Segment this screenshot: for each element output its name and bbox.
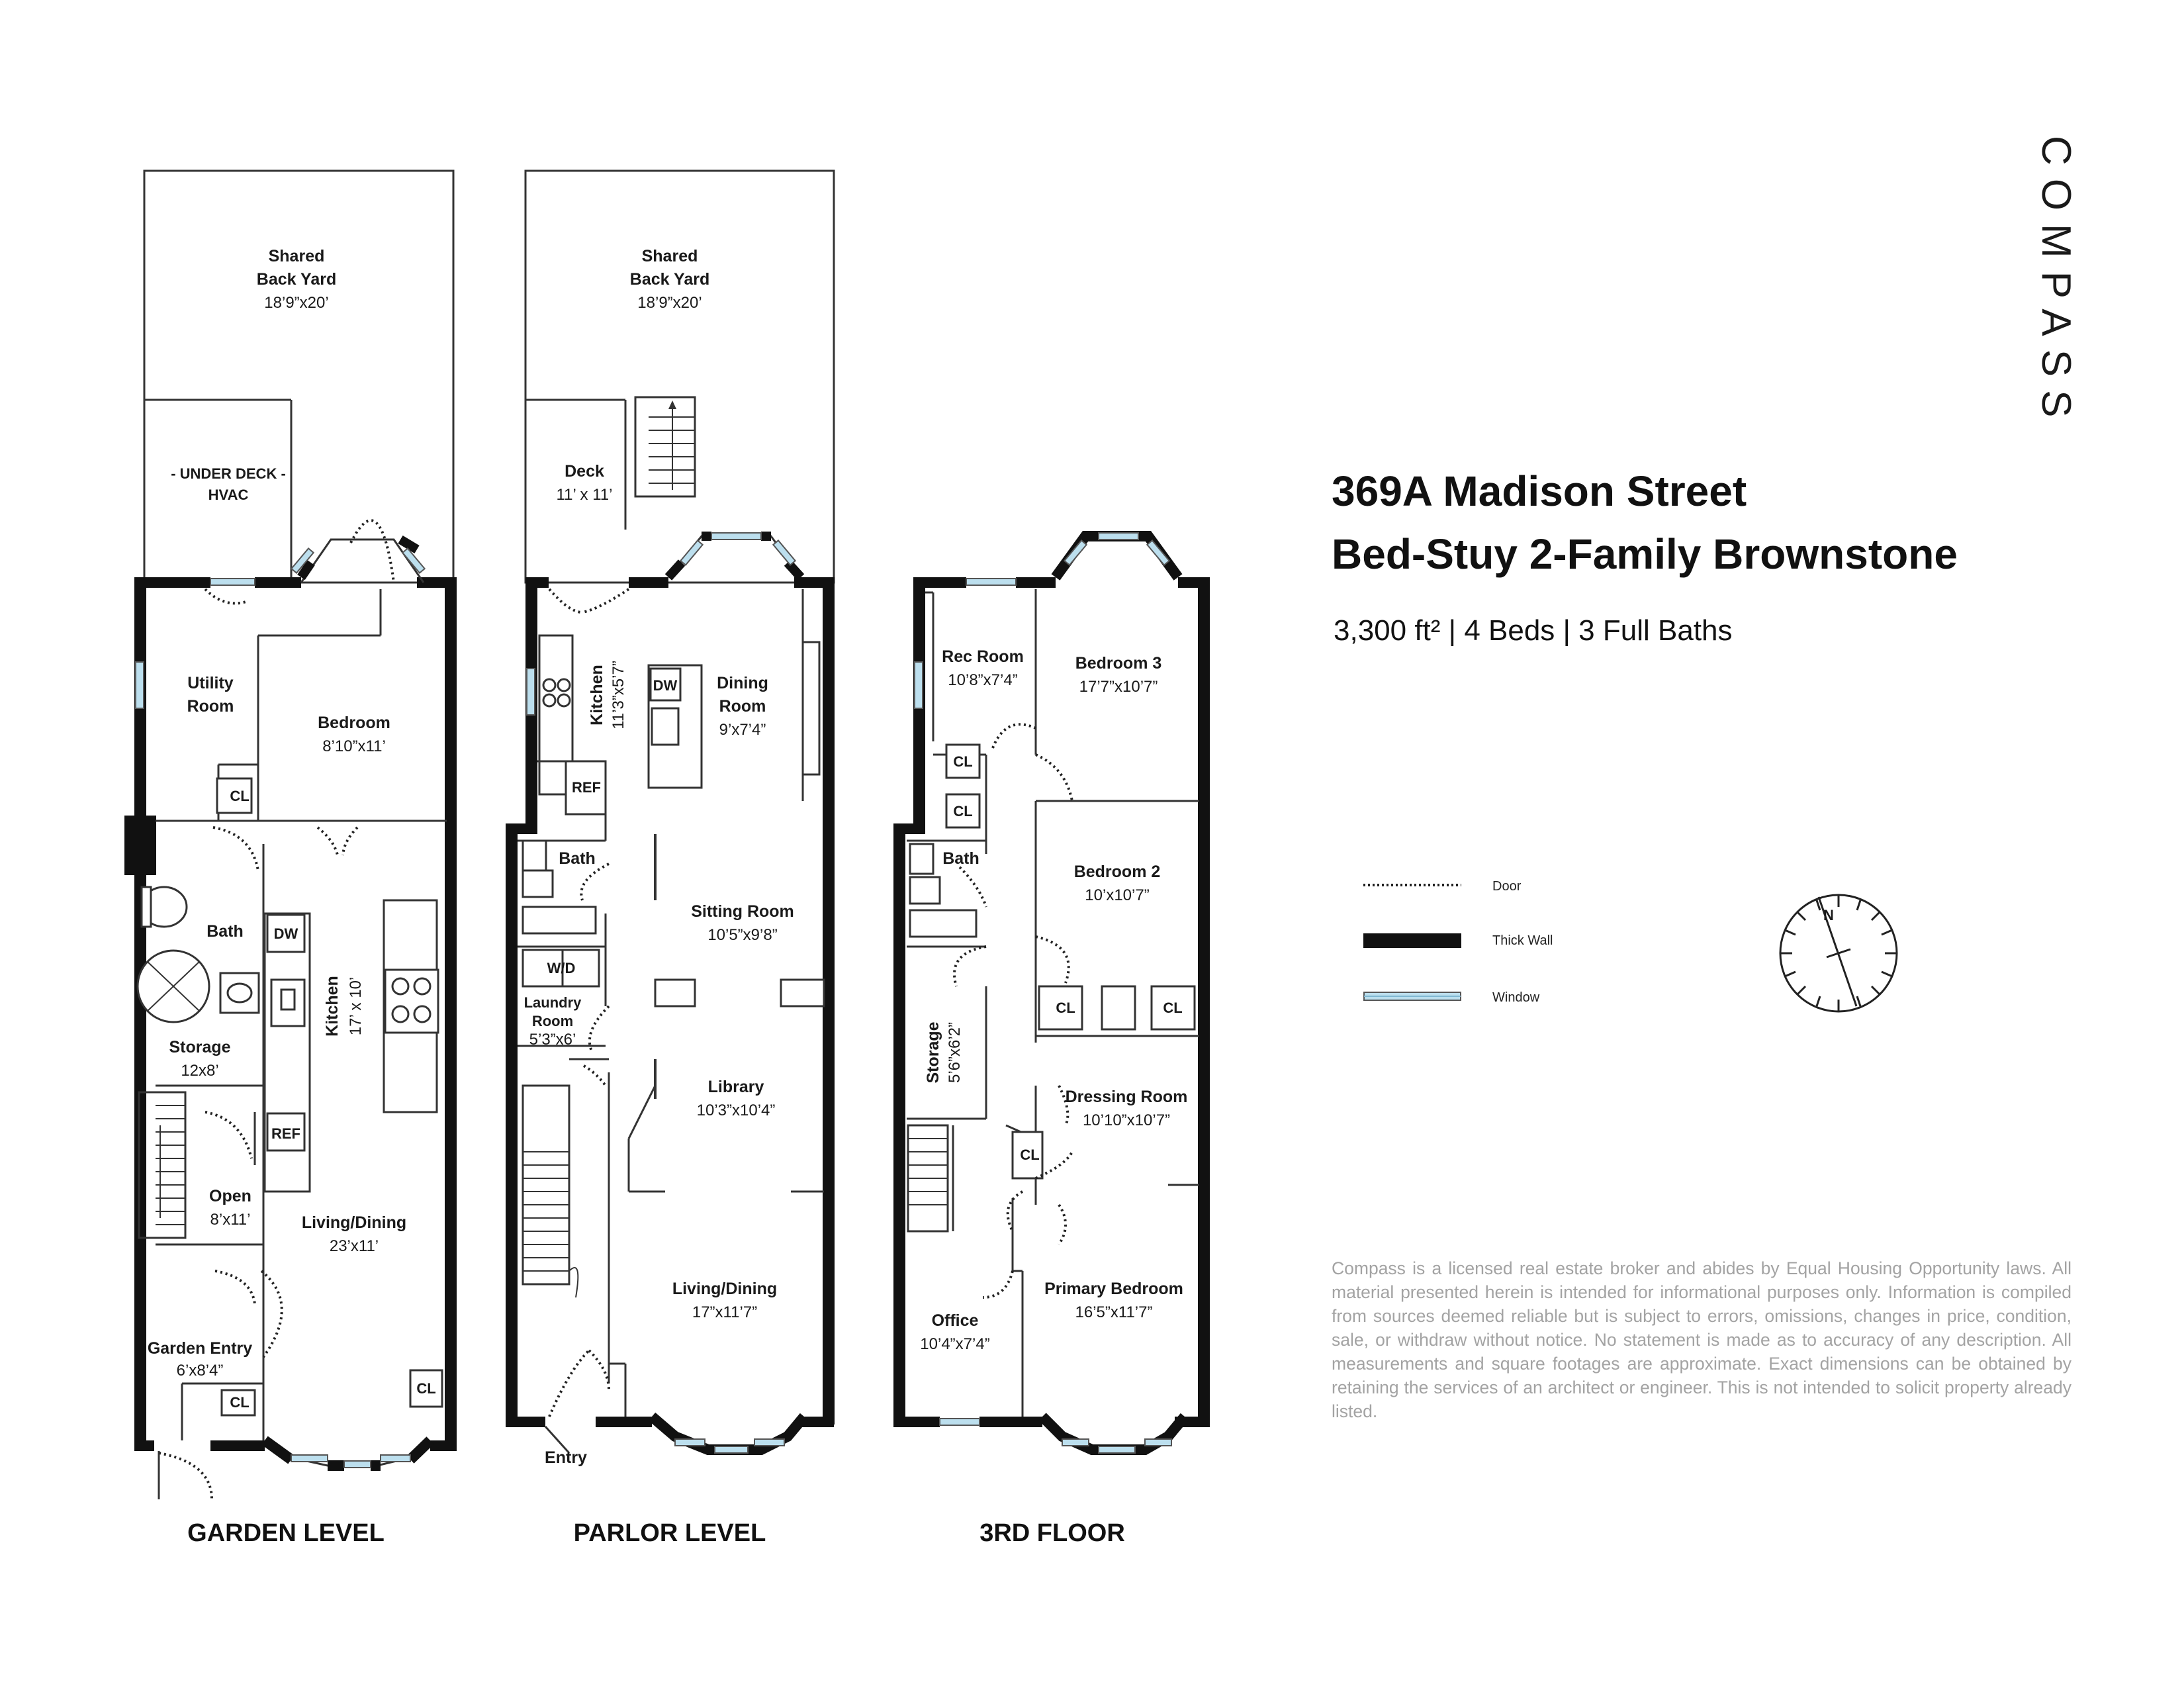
garden-open-dim: 8’x11’ xyxy=(210,1211,251,1229)
garden-level-title: GARDEN LEVEL xyxy=(187,1519,385,1547)
sitting-room-name: Sitting Room xyxy=(691,902,794,921)
utility-room-name1: Utility xyxy=(187,674,234,692)
garden-yard-outline xyxy=(144,171,453,583)
deck-name: Deck xyxy=(565,462,604,481)
bedroom3-dim: 17’7”x10’7” xyxy=(1079,678,1158,696)
garden-yard-name2: Back Yard xyxy=(256,270,337,289)
parlor-yard-name1: Shared xyxy=(641,247,698,265)
bedroom2-name: Bedroom 2 xyxy=(1073,863,1161,881)
legend-thick-wall-label: Thick Wall xyxy=(1492,933,1553,948)
third-floor-plan xyxy=(893,533,1210,1547)
garden-open-name: Open xyxy=(209,1187,251,1205)
parlor-yard-name2: Back Yard xyxy=(629,270,710,289)
third-floor-title: 3RD FLOOR xyxy=(979,1519,1125,1547)
dining-room-dim: 9’x7’4” xyxy=(719,721,766,739)
garden-bath-label: Bath xyxy=(206,922,244,941)
garden-dw-label: DW xyxy=(273,925,298,942)
garden-storage-dim: 12x8’ xyxy=(181,1062,219,1080)
dining-room-name1: Dining xyxy=(717,674,768,692)
garden-living-name: Living/Dining xyxy=(301,1213,407,1232)
parlor-level-plan xyxy=(506,171,835,1547)
hvac-label: HVAC xyxy=(208,487,249,503)
rec-room-dim: 10’8”x7’4” xyxy=(948,671,1018,689)
office-name: Office xyxy=(931,1311,979,1330)
laundry-name1: Laundry xyxy=(523,994,582,1011)
sitting-room-dim: 10’5”x9’8” xyxy=(707,926,778,944)
parlor-kitchen-dim: 11’3”x5’7” xyxy=(610,661,627,729)
north-label: N xyxy=(1823,907,1834,923)
legend-window xyxy=(1363,985,1615,1011)
garden-bedroom-dim: 8’10”x11’ xyxy=(322,737,386,755)
third-closet-a: CL xyxy=(953,753,973,770)
bedroom2-dim: 10’x10’7” xyxy=(1085,886,1150,904)
third-closet-e: CL xyxy=(1020,1147,1040,1163)
parlor-entry-label: Entry xyxy=(545,1448,587,1467)
parlor-living-name: Living/Dining xyxy=(672,1280,778,1298)
garden-entry-dim: 6’x8’4” xyxy=(176,1362,224,1380)
property-summary: 3,300 ft² | 4 Beds | 3 Full Baths xyxy=(1334,614,1733,647)
third-closet-b: CL xyxy=(953,803,973,820)
parlor-ref-label: REF xyxy=(572,779,601,796)
legend-door-label: Door xyxy=(1492,879,1522,894)
parlor-kitchen-name: Kitchen xyxy=(588,665,606,726)
parlor-yard-dim: 18’9”x20’ xyxy=(637,294,702,312)
bedroom3-name: Bedroom 3 xyxy=(1075,654,1162,673)
third-bath-label: Bath xyxy=(942,849,979,868)
deck-dim: 11’ x 11’ xyxy=(556,486,613,504)
laundry-dim: 5’3”x6’ xyxy=(529,1031,576,1049)
parlor-dw-label: DW xyxy=(653,677,678,694)
garden-living-dim: 23’x11’ xyxy=(329,1237,379,1255)
third-storage-name: Storage xyxy=(924,1021,942,1084)
garden-closet2-label: CL xyxy=(230,1394,250,1411)
dressing-room-dim: 10’10”x10’7” xyxy=(1082,1111,1171,1129)
library-dim: 10’3”x10’4” xyxy=(696,1102,776,1119)
parlor-level-title: PARLOR LEVEL xyxy=(573,1519,766,1547)
parlor-yard-outline xyxy=(525,171,834,583)
legend-thick-wall xyxy=(1363,928,1615,955)
primary-bedroom-name: Primary Bedroom xyxy=(1044,1280,1183,1298)
door-swatch-icon xyxy=(1363,883,1461,887)
legend-door xyxy=(1363,874,1615,900)
under-deck-label: - UNDER DECK - xyxy=(171,465,286,482)
window-swatch-icon xyxy=(1363,992,1461,1001)
laundry-name2: Room xyxy=(531,1013,574,1029)
library-name: Library xyxy=(707,1078,764,1096)
rec-room-name: Rec Room xyxy=(942,647,1024,666)
garden-closet1-label: CL xyxy=(230,788,250,804)
third-closet-d: CL xyxy=(1163,1000,1183,1016)
disclaimer-text: Compass is a licensed real estate broker and abides by Equal Housing Opportunity laws. All material presented herein is intended for informational purposes only. Information is compiled from sources deemed reliable but is subject to errors, omissions, changes in price, condition, sale, or withdraw without notice. No statement is made as to accuracy of any description. All measurements and square footages are approximate. Exact dimensions can be obtained by retaining the services of an architect or engineer. This is not intended to solicit property already listed. xyxy=(1332,1258,2071,1421)
office-dim: 10’4”x7’4” xyxy=(920,1335,990,1353)
garden-storage-name: Storage xyxy=(169,1038,231,1056)
address-title: 369A Madison Street xyxy=(1332,467,1747,515)
garden-yard-name1: Shared xyxy=(268,247,325,265)
garden-wall-right xyxy=(445,577,457,1451)
legend-window-label: Window xyxy=(1492,990,1540,1005)
thick-wall-swatch-icon xyxy=(1363,933,1461,948)
dining-room-name2: Room xyxy=(719,697,766,716)
parlor-bath-label: Bath xyxy=(559,849,596,868)
garden-kitchen-name: Kitchen xyxy=(323,976,341,1037)
property-title: Bed-Stuy 2-Family Brownstone xyxy=(1332,530,1958,578)
garden-level-plan xyxy=(124,171,457,1547)
wd-label: W/D xyxy=(547,960,576,976)
compass-logo xyxy=(2033,136,2079,431)
garden-yard-dim: 18’9”x20’ xyxy=(264,294,329,312)
legend xyxy=(1363,874,1615,1019)
garden-entry-name: Garden Entry xyxy=(147,1339,253,1358)
utility-room-name2: Room xyxy=(187,697,234,716)
garden-closet3-label: CL xyxy=(416,1380,436,1397)
garden-ref-label: REF xyxy=(271,1125,300,1142)
parlor-living-dim: 17”x11’7” xyxy=(692,1303,758,1321)
third-closet-c: CL xyxy=(1056,1000,1075,1016)
compass-logo-text: COMPASS xyxy=(2033,136,2079,431)
primary-bedroom-dim: 16’5”x11’7” xyxy=(1075,1303,1153,1321)
garden-kitchen-dim: 17’ x 10’ xyxy=(347,976,365,1036)
dressing-room-name: Dressing Room xyxy=(1065,1088,1188,1106)
garden-bedroom-name: Bedroom xyxy=(318,714,390,732)
north-arrow xyxy=(1780,895,1897,1011)
third-storage-dim: 5’6”x6’2” xyxy=(946,1021,964,1084)
